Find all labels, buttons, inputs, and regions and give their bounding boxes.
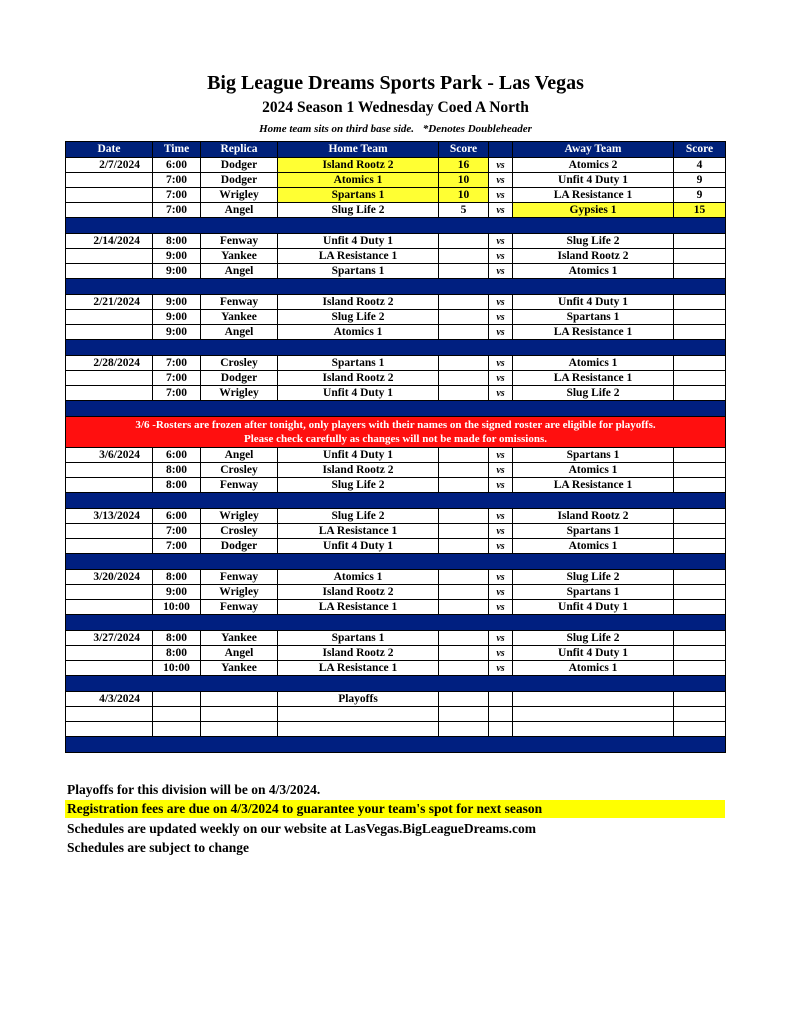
date-cell bbox=[66, 539, 153, 554]
replica-field-cell: Crosley bbox=[201, 463, 278, 478]
away-team-cell bbox=[513, 707, 674, 722]
time-cell bbox=[153, 692, 201, 707]
away-team-cell: Unfit 4 Duty 1 bbox=[513, 173, 674, 188]
time-cell: 7:00 bbox=[153, 386, 201, 401]
game-row bbox=[66, 173, 726, 188]
date-cell: 3/6/2024 bbox=[66, 448, 153, 463]
away-team-cell: LA Resistance 1 bbox=[513, 188, 674, 203]
separator-bar bbox=[66, 676, 726, 692]
date-cell bbox=[66, 386, 153, 401]
game-row bbox=[66, 325, 726, 340]
away-score-cell bbox=[674, 509, 726, 524]
away-score-cell bbox=[674, 585, 726, 600]
replica-field-cell: Angel bbox=[201, 448, 278, 463]
home-score-cell bbox=[439, 707, 489, 722]
away-team-cell bbox=[513, 722, 674, 737]
separator-row bbox=[66, 279, 726, 295]
away-score-cell bbox=[674, 570, 726, 585]
home-team-cell: Island Rootz 2 bbox=[278, 463, 439, 478]
vs-cell: vs bbox=[489, 661, 513, 676]
away-score-cell bbox=[674, 249, 726, 264]
date-cell bbox=[66, 707, 153, 722]
time-cell: 8:00 bbox=[153, 631, 201, 646]
vs-cell bbox=[489, 692, 513, 707]
home-team-cell: LA Resistance 1 bbox=[278, 524, 439, 539]
roster-freeze-notice bbox=[66, 417, 726, 448]
replica-field-cell: Wrigley bbox=[201, 585, 278, 600]
date-cell: 2/14/2024 bbox=[66, 234, 153, 249]
date-cell: 2/28/2024 bbox=[66, 356, 153, 371]
home-team-cell: Spartans 1 bbox=[278, 264, 439, 279]
home-score-cell bbox=[439, 631, 489, 646]
game-row bbox=[66, 600, 726, 615]
away-score-cell bbox=[674, 310, 726, 325]
game-row bbox=[66, 158, 726, 173]
home-score-cell bbox=[439, 386, 489, 401]
home-team-cell: Unfit 4 Duty 1 bbox=[278, 386, 439, 401]
vs-cell: vs bbox=[489, 295, 513, 310]
date-cell bbox=[66, 600, 153, 615]
time-cell: 7:00 bbox=[153, 203, 201, 218]
date-cell bbox=[66, 661, 153, 676]
game-row bbox=[66, 371, 726, 386]
away-team-cell: Slug Life 2 bbox=[513, 570, 674, 585]
date-cell bbox=[66, 264, 153, 279]
time-cell: 9:00 bbox=[153, 325, 201, 340]
away-team-cell: Island Rootz 2 bbox=[513, 249, 674, 264]
home-score-cell bbox=[439, 585, 489, 600]
date-cell: 3/13/2024 bbox=[66, 509, 153, 524]
home-score-cell bbox=[439, 463, 489, 478]
time-cell: 6:00 bbox=[153, 448, 201, 463]
time-cell: 10:00 bbox=[153, 661, 201, 676]
home-score-cell: 16 bbox=[439, 158, 489, 173]
replica-field-cell: Angel bbox=[201, 203, 278, 218]
separator-bar bbox=[66, 615, 726, 631]
separator-bar bbox=[66, 493, 726, 509]
home-score-cell: 10 bbox=[439, 188, 489, 203]
time-cell: 7:00 bbox=[153, 539, 201, 554]
away-team-cell: Slug Life 2 bbox=[513, 234, 674, 249]
time-cell: 9:00 bbox=[153, 310, 201, 325]
home-team-cell: Atomics 1 bbox=[278, 325, 439, 340]
away-team-cell bbox=[513, 692, 674, 707]
away-team-cell: Unfit 4 Duty 1 bbox=[513, 646, 674, 661]
home-team-cell: Unfit 4 Duty 1 bbox=[278, 234, 439, 249]
game-row bbox=[66, 692, 726, 707]
replica-field-cell: Wrigley bbox=[201, 188, 278, 203]
game-row bbox=[66, 264, 726, 279]
vs-cell: vs bbox=[489, 264, 513, 279]
time-cell: 7:00 bbox=[153, 188, 201, 203]
home-score-cell bbox=[439, 509, 489, 524]
away-team-cell: Slug Life 2 bbox=[513, 631, 674, 646]
home-score-cell bbox=[439, 249, 489, 264]
home-team-cell: Unfit 4 Duty 1 bbox=[278, 448, 439, 463]
away-score-cell bbox=[674, 264, 726, 279]
home-team-cell: Slug Life 2 bbox=[278, 478, 439, 493]
time-cell: 7:00 bbox=[153, 356, 201, 371]
home-score-cell bbox=[439, 356, 489, 371]
time-cell: 6:00 bbox=[153, 509, 201, 524]
date-cell: 3/27/2024 bbox=[66, 631, 153, 646]
away-team-cell: LA Resistance 1 bbox=[513, 325, 674, 340]
replica-field-cell: Dodger bbox=[201, 539, 278, 554]
home-team-cell: Island Rootz 2 bbox=[278, 371, 439, 386]
away-score-cell bbox=[674, 524, 726, 539]
col-header-home-team: Home Team bbox=[278, 142, 439, 158]
date-cell bbox=[66, 371, 153, 386]
replica-field-cell: Crosley bbox=[201, 356, 278, 371]
time-cell bbox=[153, 707, 201, 722]
game-row bbox=[66, 539, 726, 554]
date-cell bbox=[66, 524, 153, 539]
away-score-cell bbox=[674, 478, 726, 493]
vs-cell: vs bbox=[489, 173, 513, 188]
away-team-cell: Spartans 1 bbox=[513, 585, 674, 600]
vs-cell: vs bbox=[489, 310, 513, 325]
vs-cell: vs bbox=[489, 158, 513, 173]
away-team-cell: Unfit 4 Duty 1 bbox=[513, 600, 674, 615]
date-cell bbox=[66, 188, 153, 203]
game-row bbox=[66, 295, 726, 310]
away-score-cell bbox=[674, 646, 726, 661]
notice-line-2: Please check carefully as changes will not be made for omissions. bbox=[244, 433, 547, 445]
away-score-cell bbox=[674, 631, 726, 646]
away-team-cell: Atomics 2 bbox=[513, 158, 674, 173]
home-score-cell bbox=[439, 692, 489, 707]
separator-row bbox=[66, 340, 726, 356]
home-team-cell: Slug Life 2 bbox=[278, 310, 439, 325]
date-cell bbox=[66, 203, 153, 218]
vs-cell: vs bbox=[489, 448, 513, 463]
home-team-cell: Island Rootz 2 bbox=[278, 295, 439, 310]
away-score-cell bbox=[674, 722, 726, 737]
game-row bbox=[66, 524, 726, 539]
game-row bbox=[66, 646, 726, 661]
away-team-cell: Gypsies 1 bbox=[513, 203, 674, 218]
separator-row bbox=[66, 493, 726, 509]
date-cell bbox=[66, 310, 153, 325]
replica-field-cell: Fenway bbox=[201, 478, 278, 493]
date-cell bbox=[66, 325, 153, 340]
away-score-cell bbox=[674, 386, 726, 401]
separator-bar bbox=[66, 279, 726, 295]
separator-bar bbox=[66, 737, 726, 753]
away-score-cell bbox=[674, 234, 726, 249]
home-score-cell bbox=[439, 448, 489, 463]
home-team-note: Home team sits on third base side. bbox=[259, 123, 415, 135]
replica-field-cell bbox=[201, 722, 278, 737]
away-score-cell bbox=[674, 600, 726, 615]
time-cell: 8:00 bbox=[153, 570, 201, 585]
game-row bbox=[66, 707, 726, 722]
home-score-cell: 10 bbox=[439, 173, 489, 188]
game-row bbox=[66, 661, 726, 676]
away-team-cell: Spartans 1 bbox=[513, 524, 674, 539]
vs-cell: vs bbox=[489, 356, 513, 371]
replica-field-cell: Dodger bbox=[201, 173, 278, 188]
game-row bbox=[66, 463, 726, 478]
separator-row bbox=[66, 615, 726, 631]
date-cell: 2/7/2024 bbox=[66, 158, 153, 173]
game-row bbox=[66, 448, 726, 463]
page-subtitle: 2024 Season 1 Wednesday Coed A North bbox=[262, 99, 529, 116]
vs-cell: vs bbox=[489, 631, 513, 646]
replica-field-cell: Yankee bbox=[201, 661, 278, 676]
replica-field-cell: Fenway bbox=[201, 234, 278, 249]
replica-field-cell bbox=[201, 707, 278, 722]
home-score-cell bbox=[439, 661, 489, 676]
time-cell: 10:00 bbox=[153, 600, 201, 615]
game-row bbox=[66, 509, 726, 524]
home-team-cell bbox=[278, 707, 439, 722]
vs-cell bbox=[489, 707, 513, 722]
home-team-cell: Playoffs bbox=[278, 692, 439, 707]
separator-bar bbox=[66, 218, 726, 234]
home-score-cell bbox=[439, 722, 489, 737]
home-team-cell: Atomics 1 bbox=[278, 570, 439, 585]
away-score-cell bbox=[674, 463, 726, 478]
col-header-home-score: Score bbox=[439, 142, 489, 158]
game-row bbox=[66, 310, 726, 325]
vs-cell: vs bbox=[489, 188, 513, 203]
away-team-cell: Atomics 1 bbox=[513, 463, 674, 478]
away-team-cell: Island Rootz 2 bbox=[513, 509, 674, 524]
game-row bbox=[66, 386, 726, 401]
vs-cell: vs bbox=[489, 478, 513, 493]
game-row bbox=[66, 249, 726, 264]
replica-field-cell: Angel bbox=[201, 325, 278, 340]
time-cell: 6:00 bbox=[153, 158, 201, 173]
date-cell bbox=[66, 646, 153, 661]
home-score-cell bbox=[439, 234, 489, 249]
date-cell: 3/20/2024 bbox=[66, 570, 153, 585]
col-header-date: Date bbox=[66, 142, 153, 158]
away-team-cell: Unfit 4 Duty 1 bbox=[513, 295, 674, 310]
replica-field-cell bbox=[201, 692, 278, 707]
time-cell bbox=[153, 722, 201, 737]
home-score-cell bbox=[439, 264, 489, 279]
game-row bbox=[66, 234, 726, 249]
time-cell: 9:00 bbox=[153, 249, 201, 264]
date-cell: 2/21/2024 bbox=[66, 295, 153, 310]
home-team-cell: LA Resistance 1 bbox=[278, 600, 439, 615]
date-cell bbox=[66, 585, 153, 600]
col-header-time: Time bbox=[153, 142, 201, 158]
replica-field-cell: Yankee bbox=[201, 631, 278, 646]
date-cell: 4/3/2024 bbox=[66, 692, 153, 707]
away-score-cell bbox=[674, 295, 726, 310]
separator-bar bbox=[66, 401, 726, 417]
replica-field-cell: Yankee bbox=[201, 310, 278, 325]
home-score-cell bbox=[439, 371, 489, 386]
schedule-note bbox=[0, 123, 791, 135]
vs-cell: vs bbox=[489, 203, 513, 218]
notice-line-1: 3/6 -Rosters are frozen after tonight, only players with their names on the signed roster are eligible for playoffs. bbox=[135, 419, 656, 431]
date-cell bbox=[66, 463, 153, 478]
separator-row bbox=[66, 737, 726, 753]
time-cell: 7:00 bbox=[153, 173, 201, 188]
time-cell: 7:00 bbox=[153, 371, 201, 386]
home-team-cell: LA Resistance 1 bbox=[278, 249, 439, 264]
away-score-cell bbox=[674, 707, 726, 722]
doubleheader-note: *Denotes Doubleheader bbox=[422, 123, 532, 135]
home-score-cell bbox=[439, 539, 489, 554]
replica-field-cell: Wrigley bbox=[201, 509, 278, 524]
separator-row bbox=[66, 401, 726, 417]
date-cell bbox=[66, 722, 153, 737]
away-score-cell bbox=[674, 371, 726, 386]
away-team-cell: Atomics 1 bbox=[513, 264, 674, 279]
replica-field-cell: Crosley bbox=[201, 524, 278, 539]
away-team-cell: LA Resistance 1 bbox=[513, 478, 674, 493]
game-row bbox=[66, 631, 726, 646]
home-team-cell: Island Rootz 2 bbox=[278, 646, 439, 661]
game-row bbox=[66, 722, 726, 737]
home-score-cell bbox=[439, 570, 489, 585]
separator-row bbox=[66, 554, 726, 570]
game-row bbox=[66, 570, 726, 585]
replica-field-cell: Angel bbox=[201, 264, 278, 279]
vs-cell: vs bbox=[489, 386, 513, 401]
footer-registration: Registration fees are due on 4/3/2024 to guarantee your team's spot for next season bbox=[65, 800, 725, 818]
vs-cell: vs bbox=[489, 509, 513, 524]
home-team-cell: Atomics 1 bbox=[278, 173, 439, 188]
away-score-cell: 15 bbox=[674, 203, 726, 218]
schedule-table bbox=[65, 141, 726, 753]
replica-field-cell: Yankee bbox=[201, 249, 278, 264]
replica-field-cell: Dodger bbox=[201, 158, 278, 173]
home-score-cell bbox=[439, 646, 489, 661]
time-cell: 9:00 bbox=[153, 295, 201, 310]
vs-cell: vs bbox=[489, 463, 513, 478]
away-score-cell bbox=[674, 356, 726, 371]
home-score-cell bbox=[439, 310, 489, 325]
page-title: Big League Dreams Sports Park - Las Vegas bbox=[207, 72, 584, 94]
date-cell bbox=[66, 173, 153, 188]
date-cell bbox=[66, 478, 153, 493]
time-cell: 9:00 bbox=[153, 585, 201, 600]
replica-field-cell: Wrigley bbox=[201, 386, 278, 401]
game-row bbox=[66, 478, 726, 493]
vs-cell: vs bbox=[489, 646, 513, 661]
home-team-cell: Spartans 1 bbox=[278, 631, 439, 646]
time-cell: 7:00 bbox=[153, 524, 201, 539]
date-cell bbox=[66, 249, 153, 264]
footer-website: Schedules are updated weekly on our website at LasVegas.BigLeagueDreams.com bbox=[67, 821, 537, 836]
away-score-cell: 9 bbox=[674, 173, 726, 188]
away-score-cell bbox=[674, 661, 726, 676]
home-score-cell bbox=[439, 600, 489, 615]
game-row bbox=[66, 585, 726, 600]
time-cell: 8:00 bbox=[153, 646, 201, 661]
replica-field-cell: Fenway bbox=[201, 570, 278, 585]
time-cell: 8:00 bbox=[153, 478, 201, 493]
replica-field-cell: Fenway bbox=[201, 600, 278, 615]
vs-cell: vs bbox=[489, 539, 513, 554]
time-cell: 9:00 bbox=[153, 264, 201, 279]
separator-row bbox=[66, 676, 726, 692]
home-score-cell: 5 bbox=[439, 203, 489, 218]
vs-cell bbox=[489, 722, 513, 737]
home-team-cell: Spartans 1 bbox=[278, 356, 439, 371]
away-team-cell: LA Resistance 1 bbox=[513, 371, 674, 386]
vs-cell: vs bbox=[489, 371, 513, 386]
away-team-cell: Spartans 1 bbox=[513, 310, 674, 325]
game-row bbox=[66, 203, 726, 218]
home-team-cell: Unfit 4 Duty 1 bbox=[278, 539, 439, 554]
home-team-cell: Island Rootz 2 bbox=[278, 158, 439, 173]
roster-freeze-notice-row bbox=[66, 417, 726, 448]
col-header-replica: Replica bbox=[201, 142, 278, 158]
away-score-cell bbox=[674, 325, 726, 340]
time-cell: 8:00 bbox=[153, 234, 201, 249]
table-header-row bbox=[66, 142, 726, 158]
home-team-cell: LA Resistance 1 bbox=[278, 661, 439, 676]
vs-cell: vs bbox=[489, 585, 513, 600]
away-score-cell: 4 bbox=[674, 158, 726, 173]
away-score-cell bbox=[674, 539, 726, 554]
vs-cell: vs bbox=[489, 524, 513, 539]
vs-cell: vs bbox=[489, 234, 513, 249]
away-score-cell bbox=[674, 448, 726, 463]
home-score-cell bbox=[439, 478, 489, 493]
footer-playoffs: Playoffs for this division will be on 4/3/2024. bbox=[67, 782, 321, 797]
time-cell: 8:00 bbox=[153, 463, 201, 478]
vs-cell: vs bbox=[489, 249, 513, 264]
game-row bbox=[66, 356, 726, 371]
col-header-away-score: Score bbox=[674, 142, 726, 158]
away-team-cell: Atomics 1 bbox=[513, 539, 674, 554]
col-header-away-team: Away Team bbox=[513, 142, 674, 158]
home-team-cell: Island Rootz 2 bbox=[278, 585, 439, 600]
home-score-cell bbox=[439, 295, 489, 310]
home-team-cell: Spartans 1 bbox=[278, 188, 439, 203]
separator-bar bbox=[66, 554, 726, 570]
away-team-cell: Spartans 1 bbox=[513, 448, 674, 463]
separator-row bbox=[66, 218, 726, 234]
home-score-cell bbox=[439, 325, 489, 340]
vs-cell: vs bbox=[489, 600, 513, 615]
home-team-cell bbox=[278, 722, 439, 737]
away-team-cell: Atomics 1 bbox=[513, 661, 674, 676]
replica-field-cell: Fenway bbox=[201, 295, 278, 310]
vs-cell: vs bbox=[489, 570, 513, 585]
home-score-cell bbox=[439, 524, 489, 539]
col-header-vs bbox=[489, 142, 513, 158]
replica-field-cell: Angel bbox=[201, 646, 278, 661]
vs-cell: vs bbox=[489, 325, 513, 340]
away-score-cell: 9 bbox=[674, 188, 726, 203]
away-team-cell: Slug Life 2 bbox=[513, 386, 674, 401]
away-score-cell bbox=[674, 692, 726, 707]
footer-subject-to-change: Schedules are subject to change bbox=[67, 840, 249, 855]
separator-bar bbox=[66, 340, 726, 356]
away-team-cell: Atomics 1 bbox=[513, 356, 674, 371]
replica-field-cell: Dodger bbox=[201, 371, 278, 386]
home-team-cell: Slug Life 2 bbox=[278, 509, 439, 524]
game-row bbox=[66, 188, 726, 203]
home-team-cell: Slug Life 2 bbox=[278, 203, 439, 218]
